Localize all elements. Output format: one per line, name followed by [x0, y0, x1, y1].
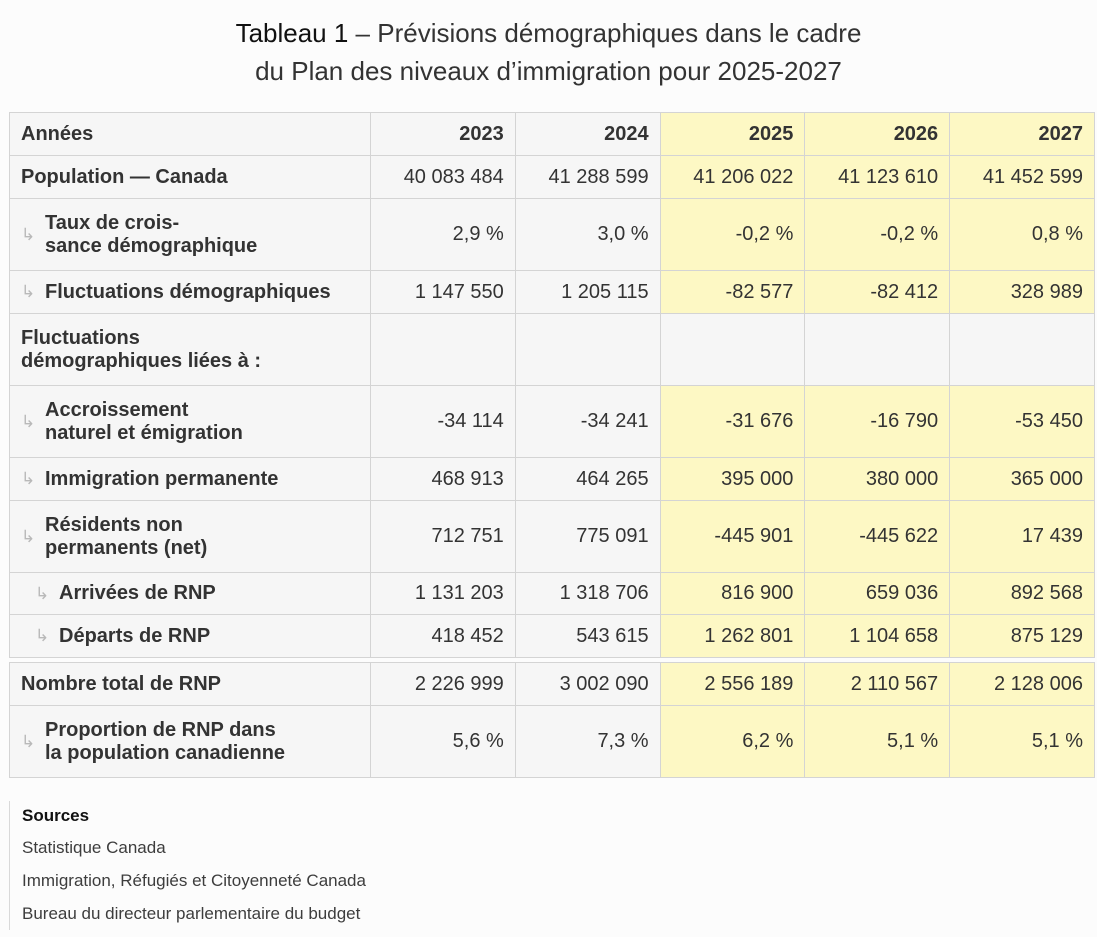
row-label: [10, 615, 371, 658]
table-row-npr-arrivals: [10, 573, 1095, 615]
row-label: Population — Canada: [10, 156, 371, 199]
cell-2023: 2,9 %: [371, 199, 516, 271]
cell-2025: -82 577: [660, 271, 805, 314]
cell-2024: 543 615: [515, 615, 660, 658]
cell-2027: 328 989: [950, 271, 1095, 314]
table-row-total-npr: [10, 663, 1095, 706]
table-row-npr-departures: [10, 615, 1095, 658]
row-label-text: Départs de RNP: [59, 624, 211, 647]
header-year-2023: 2023: [371, 113, 516, 156]
row-label: [10, 386, 371, 458]
row-label-line-2: naturel et émigration: [45, 421, 243, 444]
empty-cell: [515, 314, 660, 386]
sub-row-arrow-icon: ↳: [21, 282, 36, 301]
row-label: [10, 199, 371, 271]
cell-2023: 5,6 %: [371, 706, 516, 778]
table-row-natural-increase: [10, 386, 1095, 458]
cell-2025: -445 901: [660, 501, 805, 573]
cell-2027: 0,8 %: [950, 199, 1095, 271]
cell-2027: 875 129: [950, 615, 1095, 658]
cell-2027: 892 568: [950, 573, 1095, 615]
header-year-2026: 2026: [805, 113, 950, 156]
cell-2025: 41 206 022: [660, 156, 805, 199]
sub-row-arrow-icon: ↳: [35, 626, 50, 645]
row-label-line-1: Accroissement: [45, 398, 189, 421]
row-label: [10, 458, 371, 501]
row-label-line-2: permanents (net): [45, 536, 208, 559]
sources-title: Sources: [22, 806, 90, 825]
sub-row-arrow-icon: ↳: [21, 469, 36, 488]
row-label-line-1: Taux de crois-: [45, 211, 180, 234]
cell-2026: 2 110 567: [805, 663, 950, 706]
cell-2026: 5,1 %: [805, 706, 950, 778]
cell-2026: 1 104 658: [805, 615, 950, 658]
cell-2024: 3 002 090: [515, 663, 660, 706]
row-label-line-2: sance démographique: [45, 234, 258, 257]
cell-2024: 7,3 %: [515, 706, 660, 778]
row-label-line-2: la population canadienne: [45, 741, 286, 764]
sub-row-arrow-icon: ↳: [35, 583, 50, 603]
cell-2025: 816 900: [660, 573, 805, 615]
empty-cell: [805, 314, 950, 386]
cell-2025: 1 262 801: [660, 615, 805, 658]
cell-2026: -0,2 %: [805, 199, 950, 271]
cell-2026: -16 790: [805, 386, 950, 458]
header-year-2027: 2027: [950, 113, 1095, 156]
cell-2025: -0,2 %: [660, 199, 805, 271]
caption-lead: Tableau 1: [235, 18, 349, 48]
sub-row-arrow-icon: ↳: [21, 224, 36, 244]
table-row-non-permanent-residents: [10, 501, 1095, 573]
cell-2025: 6,2 %: [660, 706, 805, 778]
cell-2027: -53 450: [950, 386, 1095, 458]
row-label: [10, 271, 371, 314]
cell-2026: 41 123 610: [805, 156, 950, 199]
header-year-2024: 2024: [515, 113, 660, 156]
cell-2027: 17 439: [950, 501, 1095, 573]
cell-2023: -34 114: [371, 386, 516, 458]
cell-2025: 395 000: [660, 458, 805, 501]
header-label-years: Années: [10, 113, 371, 156]
cell-2023: 1 131 203: [371, 573, 516, 615]
cell-2027: 41 452 599: [950, 156, 1095, 199]
table-row-npr-share: [10, 706, 1095, 778]
table-row-permanent-immigration: [10, 458, 1095, 501]
cell-2023: 712 751: [371, 501, 516, 573]
cell-2024: 1 318 706: [515, 573, 660, 615]
cell-2024: 1 205 115: [515, 271, 660, 314]
empty-cell: [371, 314, 516, 386]
caption-title-part-2: du Plan des niveaux d’immigration pour 2025-2027: [255, 56, 842, 86]
table-row-growth-rate: [10, 199, 1095, 271]
cell-2023: 1 147 550: [371, 271, 516, 314]
empty-cell: [660, 314, 805, 386]
cell-2027: 2 128 006: [950, 663, 1095, 706]
cell-2027: 365 000: [950, 458, 1095, 501]
row-label-line-1: Résidents non: [45, 513, 183, 536]
cell-2023: 2 226 999: [371, 663, 516, 706]
cell-2024: 3,0 %: [515, 199, 660, 271]
header-row: [10, 113, 1095, 156]
cell-2025: -31 676: [660, 386, 805, 458]
row-label: [10, 706, 371, 778]
row-label-line-1: Fluctuations: [21, 326, 140, 349]
row-label: Nombre total de RNP: [10, 663, 371, 706]
row-label-line-1: Proportion de RNP dans: [45, 718, 276, 741]
cell-2023: 468 913: [371, 458, 516, 501]
cell-2026: -82 412: [805, 271, 950, 314]
cell-2024: 464 265: [515, 458, 660, 501]
table-row-fluctuations-header: [10, 314, 1095, 386]
row-label-text: Fluctuations démographiques: [45, 280, 331, 303]
table-row-fluctuations: [10, 271, 1095, 314]
sub-row-arrow-icon: ↳: [21, 731, 36, 751]
header-year-2025: 2025: [660, 113, 805, 156]
table-caption: [0, 14, 1097, 90]
row-label: [10, 501, 371, 573]
cell-2026: 380 000: [805, 458, 950, 501]
cell-2026: -445 622: [805, 501, 950, 573]
row-label-text: Arrivées de RNP: [59, 582, 216, 604]
cell-2027: 5,1 %: [950, 706, 1095, 778]
caption-title-part-1: – Prévisions démographiques dans le cadre: [348, 18, 862, 48]
demographic-forecast-table: [9, 112, 1095, 778]
cell-2023: 418 452: [371, 615, 516, 658]
cell-2024: 41 288 599: [515, 156, 660, 199]
source-item: Statistique Canada: [22, 838, 166, 857]
cell-2023: 40 083 484: [371, 156, 516, 199]
sub-row-arrow-icon: ↳: [21, 526, 36, 546]
cell-2024: -34 241: [515, 386, 660, 458]
table-row-population: [10, 156, 1095, 199]
cell-2026: 659 036: [805, 573, 950, 615]
row-label: [10, 314, 371, 386]
row-label: [10, 573, 371, 615]
sub-row-arrow-icon: ↳: [21, 411, 36, 431]
caption-line-1: [0, 14, 1097, 52]
cell-2025: 2 556 189: [660, 663, 805, 706]
row-label-text: Immigration permanente: [45, 467, 279, 490]
source-item: Bureau du directeur parlementaire du budget: [22, 904, 361, 923]
source-item: Immigration, Réfugiés et Citoyenneté Canada: [22, 871, 366, 890]
sources-block: [9, 801, 522, 930]
row-label-line-2: démographiques liées à :: [21, 349, 262, 372]
cell-2024: 775 091: [515, 501, 660, 573]
empty-cell: [950, 314, 1095, 386]
